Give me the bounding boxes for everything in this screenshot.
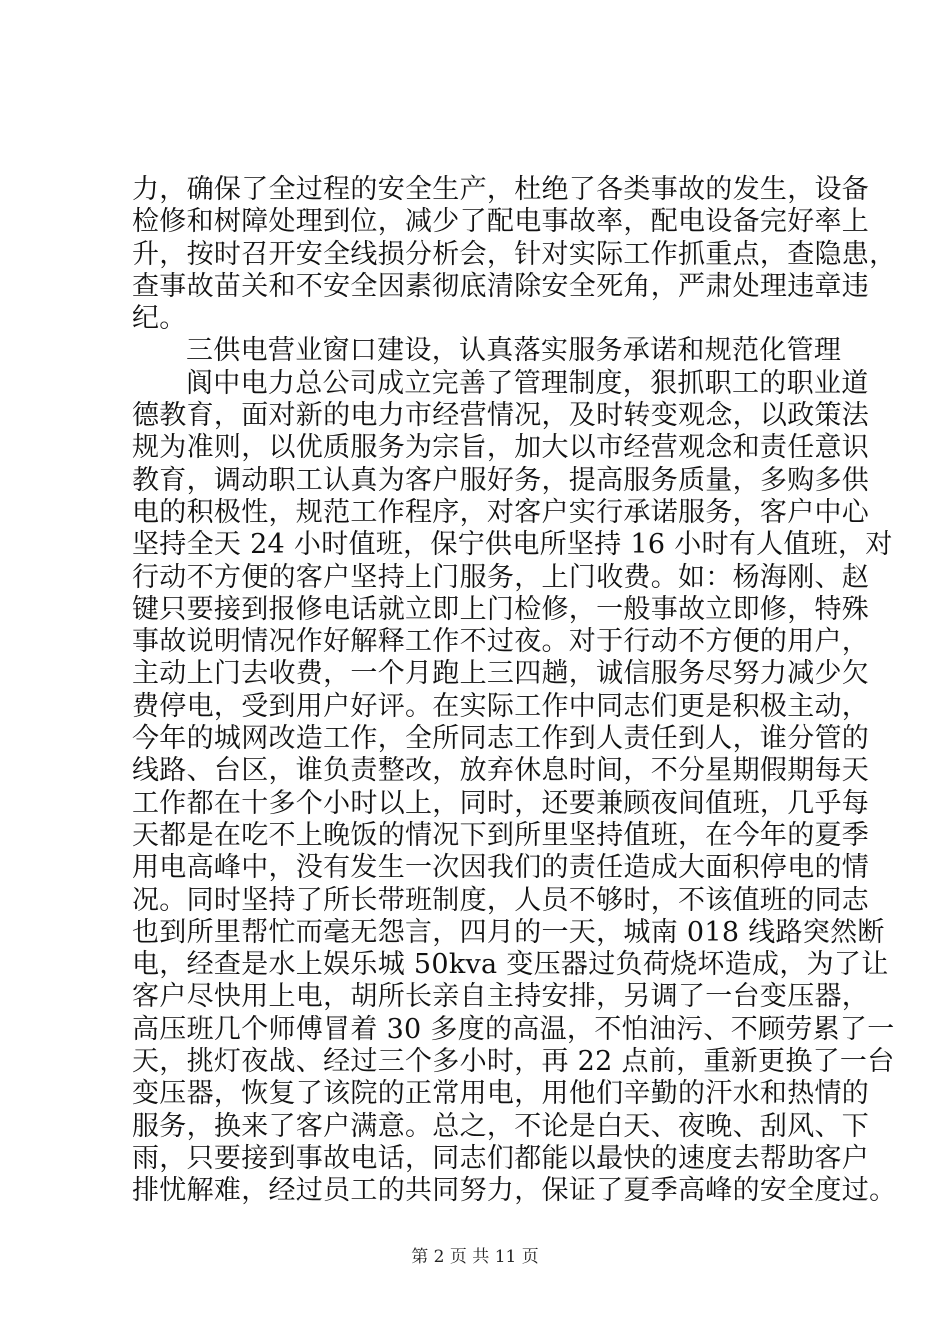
text-line: 规为准则，以优质服务为宗旨，加大以市经营观念和责任意识: [132, 432, 870, 464]
text-line: 今年的城网改造工作，全所同志工作到人责任到人，谁分管的: [132, 723, 870, 755]
text-line: 服务，换来了客户满意。总之，不论是白天、夜晚、刮风、下: [132, 1110, 870, 1142]
text-line: 雨，只要接到事故电话，同志们都能以最快的速度去帮助客户: [132, 1142, 870, 1174]
paragraph-first-line: 三供电营业窗口建设，认真落实服务承诺和规范化管理: [186, 335, 842, 367]
text-line: 行动不方便的客户坚持上门服务，上门收费。如：杨海刚、赵: [132, 561, 870, 593]
text-line: 天都是在吃不上晚饭的情况下到所里坚持值班，在今年的夏季: [132, 819, 870, 851]
text-line: 检修和树障处理到位，减少了配电事故率，配电设备完好率上: [132, 206, 870, 238]
text-line: 力，确保了全过程的安全生产，杜绝了各类事故的发生，设备: [132, 174, 870, 205]
text-line: 教育，调动职工认真为客户服好务，提高服务质量，多购多供: [132, 464, 870, 496]
text-line: 电的积极性，规范工作程序，对客户实行承诺服务，客户中心: [132, 496, 870, 528]
text-line: 线路、台区，谁负责整改，放弃休息时间，不分星期假期每天: [132, 755, 870, 787]
text-line: 排忧解难，经过员工的共同努力，保证了夏季高峰的安全度过。: [132, 1175, 897, 1207]
text-line: 纪。: [132, 303, 187, 335]
text-line: 费停电，受到用户好评。在实际工作中同志们更是积极主动，: [132, 690, 870, 722]
paragraph-first-line: 阆中电力总公司成立完善了管理制度，狠抓职工的职业道: [186, 367, 869, 399]
body-text: [132, 174, 897, 1208]
text-line: 也到所里帮忙而毫无怨言，四月的一天，城南 018 线路突然断: [132, 916, 885, 948]
text-line: 变压器，恢复了该院的正常用电，用他们辛勤的汗水和热情的: [132, 1078, 870, 1110]
page-footer: 第 2 页 共 11 页: [411, 1247, 539, 1267]
text-line: 高压班几个师傅冒着 30 多度的高温，不怕油污、不顾劳累了一: [132, 1013, 895, 1045]
text-line: 查事故苗关和不安全因素彻底清除安全死角，严肃处理违章违: [132, 270, 870, 302]
text-line: 主动上门去收费，一个月跑上三四趟，诚信服务尽努力减少欠: [132, 658, 870, 690]
text-line: 电，经查是水上娱乐城 50kva 变压器过负荷烧坏造成，为了让: [132, 949, 889, 981]
text-line: 德教育，面对新的电力市经营情况，及时转变观念，以政策法: [132, 400, 870, 432]
text-line: 客户尽快用上电，胡所长亲自主持安排，另调了一台变压器，: [132, 981, 870, 1013]
text-line: 事故说明情况作好解释工作不过夜。对于行动不方便的用户，: [132, 626, 870, 658]
text-line: 坚持全天 24 小时值班，保宁供电所坚持 16 小时有人值班，对: [132, 529, 893, 561]
text-line: 升，按时召开安全线损分析会，针对实际工作抓重点，查隐患，: [132, 238, 897, 270]
text-line: 用电高峰中，没有发生一次因我们的责任造成大面积停电的情: [132, 852, 870, 884]
text-line: 工作都在十多个小时以上，同时，还要兼顾夜间值班，几乎每: [132, 787, 870, 819]
text-line: 天，挑灯夜战、经过三个多小时，再 22 点前，重新更换了一台: [132, 1046, 895, 1078]
text-line: 况。同时坚持了所长带班制度，人员不够时，不该值班的同志: [132, 884, 870, 916]
text-line: 键只要接到报修电话就立即上门检修，一般事故立即修，特殊: [132, 593, 870, 625]
